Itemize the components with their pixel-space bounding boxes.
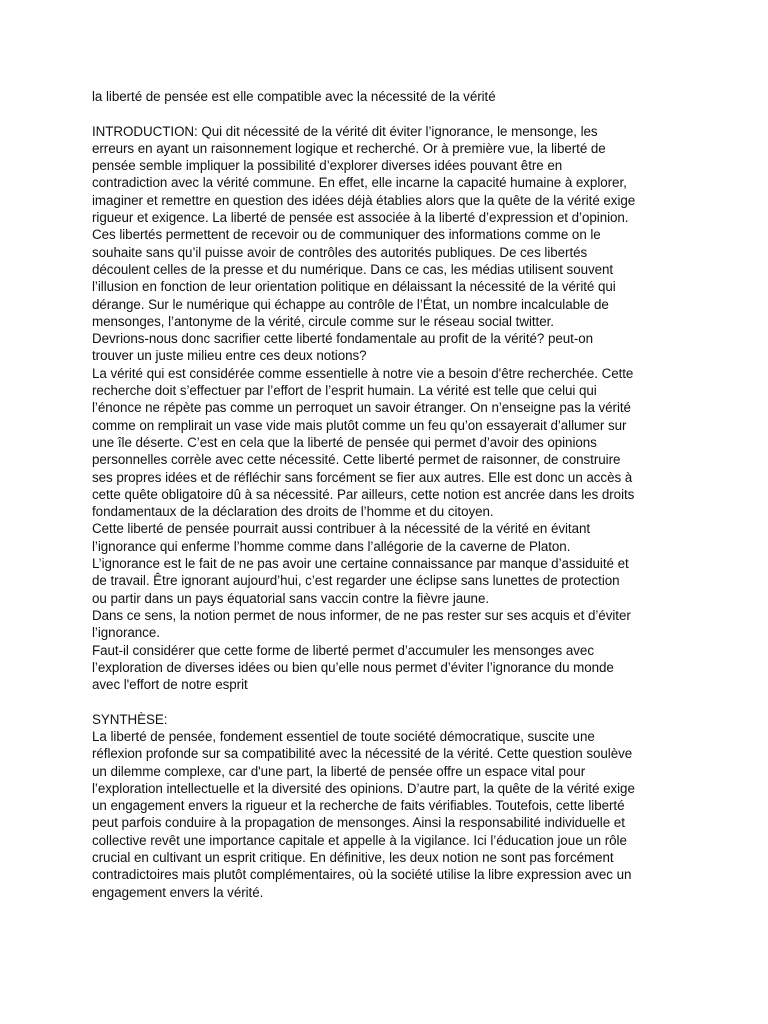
introduction-line: découlent celles de la presse et du numérique. Dans ce cas, les médias utilisent souvent: [92, 261, 614, 277]
introduction-line: fondamentaux de la déclaration des droits de l’homme et du citoyen.: [92, 504, 494, 520]
introduction-line: l’ignorance.: [92, 625, 160, 641]
synthese-line: contradictoires mais plutôt complémentaires, où la société utilise la libre expression avec un: [92, 867, 632, 883]
synthese-line: engagement envers la vérité.: [92, 884, 264, 900]
introduction-line: comme on remplirait un vase vide mais plutôt comme un feu qu’on essayerait d’allumer sur: [92, 417, 627, 433]
synthese-line: peut parfois conduire à la propagation de mensonges. Ainsi la responsabilité individuelle et: [92, 815, 625, 831]
introduction-line: Cette liberté de pensée pourrait aussi contribuer à la nécessité de la vérité en évitant: [92, 521, 591, 537]
introduction-line: Dans ce sens, la notion permet de nous informer, de ne pas rester sur ses acquis et d’éviter: [92, 607, 631, 623]
introduction-line: personnelles corrèle avec cette nécessité. Cette liberté permet de raisonner, de construire: [92, 452, 621, 468]
introduction-line: une île déserte. C’est en cela que la liberté de pensée qui permet d’avoir des opinions: [92, 434, 597, 450]
introduction-line: trouver un juste milieu entre ces deux notions?: [92, 348, 367, 364]
introduction-line: contradiction avec la vérité commune. En effet, elle incarne la capacité humaine à explorer,: [92, 175, 627, 191]
synthese-line: un dilemme complexe, car d'une part, la liberté de pensée offre un espace vital pour: [92, 763, 586, 779]
introduction-line: rigueur et exigence. La liberté de pensée est associée à la liberté d’expression et d’opinion.: [92, 210, 629, 226]
paragraph-spacer: [92, 693, 682, 710]
introduction-section: [92, 123, 682, 694]
introduction-line: L’ignorance est le fait de ne pas avoir une certaine connaissance par manque d’assiduité et: [92, 556, 629, 572]
synthese-line: crucial en cultivant un esprit critique. En définitive, les deux notion ne sont pas forcément: [92, 850, 614, 866]
synthese-line: l’exploration intellectuelle et la diversité des opinions. D’autre part, la quête de la vérité exige: [92, 780, 635, 796]
introduction-line: ses propres idées et de réfléchir sans forcément se fier aux autres. Elle est donc un accès à: [92, 469, 633, 485]
introduction-line: de travail. Être ignorant aujourd’hui, c’est regarder une éclipse sans lunettes de protection: [92, 573, 620, 589]
paragraph-spacer: [92, 105, 682, 122]
introduction-line: pensée semble impliquer la possibilité d’explorer diverses idées pouvant être en: [92, 158, 563, 174]
introduction-line: l’ignorance qui enferme l’homme comme dans l’allégorie de la caverne de Platon.: [92, 538, 571, 554]
synthese-heading: SYNTHÈSE:: [92, 711, 168, 727]
introduction-line: cette quête obligatoire dû à sa nécessité. Par ailleurs, cette notion est ancrée dans les droits: [92, 486, 635, 502]
synthese-line: un engagement envers la rigueur et la recherche de faits vérifiables. Toutefois, cette liberté: [92, 798, 625, 814]
document-page: [92, 88, 682, 901]
introduction-line: souhaite sans qu’il puisse avoir de contrôles des autorités publiques. De ces libertés: [92, 244, 588, 260]
synthese-section: [92, 728, 682, 901]
introduction-line: Devrions-nous donc sacrifier cette liberté fondamentale au profit de la vérité? peut-on: [92, 331, 594, 347]
introduction-line: imaginer et remettre en question des idées déjà établies alors que la quête de la vérité exige: [92, 192, 636, 208]
introduction-line: mensonges, l’antonyme de la vérité, circule comme sur le réseau social twitter.: [92, 313, 554, 329]
introduction-line: Ces libertés permettent de recevoir ou de communiquer des informations comme on le: [92, 227, 601, 243]
introduction-line: recherche doit s’effectuer par l’effort de l’esprit humain. La vérité est telle que celui qui: [92, 383, 597, 399]
introduction-line: l’exploration de diverses idées ou bien qu’elle nous permet d’éviter l’ignorance du monde: [92, 659, 614, 675]
introduction-line: INTRODUCTION: Qui dit nécessité de la vérité dit éviter l’ignorance, le mensonge, les: [92, 123, 598, 139]
introduction-line: avec l'effort de notre esprit: [92, 677, 248, 693]
introduction-line: dérange. Sur le numérique qui échappe au contrôle de l’État, un nombre incalculable de: [92, 296, 609, 312]
introduction-line: La vérité qui est considérée comme essentielle à notre vie a besoin d'être recherchée. Cette: [92, 365, 634, 381]
introduction-line: ou partir dans un pays équatorial sans vaccin contre la fièvre jaune.: [92, 590, 490, 606]
introduction-line: l’énonce ne répète pas comme un perroquet un savoir étranger. On n’enseigne pas la vérité: [92, 400, 631, 416]
document-title: la liberté de pensée est elle compatible avec la nécessité de la vérité: [92, 89, 496, 104]
introduction-line: l’illusion en fonction de leur orientation politique en délaissant la nécessité de la vérité qui: [92, 279, 616, 295]
introduction-line: erreurs en ayant un raisonnement logique et recherché. Or à première vue, la liberté de: [92, 140, 606, 156]
introduction-line: Faut-il considérer que cette forme de liberté permet d’accumuler les mensonges avec: [92, 642, 594, 658]
synthese-line: collective revêt une importance capitale et appelle à la vigilance. Ici l’éducation joue un rôle: [92, 832, 627, 848]
synthese-line: La liberté de pensée, fondement essentiel de toute société démocratique, suscite une: [92, 728, 595, 744]
synthese-line: réflexion profonde sur sa compatibilité avec la nécessité de la vérité. Cette question soulève: [92, 746, 633, 762]
